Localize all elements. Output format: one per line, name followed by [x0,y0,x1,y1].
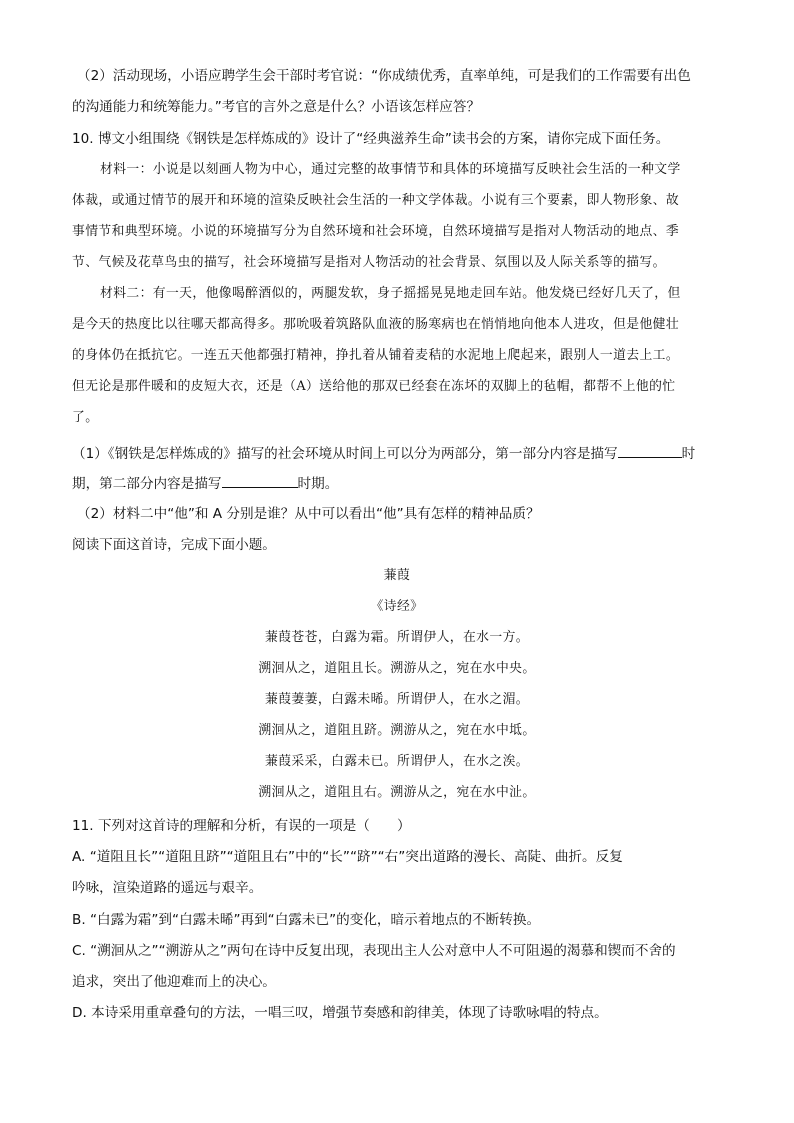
poem-line: 蒹葭萋萋，白露未晞。所谓伊人，在水之湄。 [265,692,529,707]
material2-line: 材料二：有一天，他像喝醉酒似的，两腿发软，身子摇摇晃晃地走回车站。他发烧已经好几天了，但 [100,286,681,301]
material1-line: 事情节和典型环境。小说的环境描写分为自然环境和社会环境，自然环境描写是指对人物活动的地点、季 [72,224,680,239]
q10-intro: 10. 博文小组围绕《钢铁是怎样炼成的》设计了“经典滋养生命”读书会的方案，请你完成下面任务。 [72,131,670,147]
material2-line: 的身体仍在抵抗它。一连五天他都强打精神，挣扎着从铺着麦秸的水泥地上爬起来，跟别人一道去上工。 [72,348,680,363]
material1-line: 材料一：小说是以刻画人物为中心，通过完整的故事情节和具体的环境描写反映社会生活的一种文学 [100,162,681,177]
answer-blank[interactable] [618,443,682,458]
poem-instruction: 阅读下面这首诗，完成下面小题。 [72,537,276,553]
poem-line: 溯洄从之，道阻且跻。溯游从之，宛在水中坻。 [258,723,536,738]
q11-option-a: A. “道阻且长”“道阻且跻”“道阻且右”中的“长”“跻”“右”突出道路的漫长、高陡、曲折。反复 [72,849,623,865]
material2-line: 是今天的热度比以往哪天都高得多。那吮吸着筑路队血液的肠寒病也在悄悄地向他本人进攻，但是他健壮 [72,317,680,332]
q10-sub1-text: 期，第二部分内容是描写 [72,476,222,492]
material2-line: 了。 [72,410,99,425]
q11-option-d: D. 本诗采用重章叠句的方法，一唱三叹，增强节奏感和韵律美，体现了诗歌咏唱的特点。 [72,1005,608,1021]
material2-line: 但无论是那件暖和的皮短大衣，还是（A）送给他的那双已经套在冻坏的双脚上的毡帽，都帮不上他的忙 [72,379,676,394]
q11-option-c-cont: 追求，突出了他迎难而上的决心。 [72,974,276,990]
q11-stem: 11. 下列对这首诗的理解和分析，有误的一项是（ ） [72,818,411,834]
material1-line: 体裁，或通过情节的展开和环境的渲染反映社会生活的一种文学体裁。小说有三个要素，即人物形象、故 [72,193,680,208]
poem-line: 溯洄从之，道阻且右。溯游从之，宛在水中沚。 [258,785,536,800]
q10-sub1-text-end: 时 [681,446,696,462]
poem-line: 蒹葭苍苍，白露为霜。所谓伊人，在水一方。 [265,630,529,645]
q11-option-b: B. “白露为霜”到“白露未晞”再到“白露未已”的变化，暗示着地点的不断转换。 [72,912,541,928]
poem-source: 《诗经》 [370,599,424,614]
q10-sub1-text: （1）《钢铁是怎样炼成的》描写的社会环境从时间上可以分为两部分，第一部分内容是描写 [72,446,618,462]
answer-blank[interactable] [222,473,298,488]
poem-title: 蒹葭 [383,568,411,583]
q10-sub2: （2）材料二中“他”和 A 分别是谁？从中可以看出“他”具有怎样的精神品质？ [77,506,540,522]
poem-line: 蒹葭采采，白露未已。所谓伊人，在水之涘。 [265,754,529,769]
q10-sub1-line1 [72,443,695,464]
q11-option-a-cont: 吟咏，渲染道路的遥远与艰辛。 [72,880,263,896]
q10-sub1-line2 [72,473,338,494]
q9-sub2-line2: 的沟通能力和统筹能力。”考官的言外之意是什么？小语该怎样应答？ [72,99,481,115]
material1-line: 节、气候及花草鸟虫的描写，社会环境描写是指对人物活动的社会背景、氛围以及人际关系等的描写。 [72,255,666,270]
q9-sub2-line1: （2）活动现场，小语应聘学生会干部时考官说：“你成绩优秀，直率单纯，可是我们的工作需要有出色 [77,68,691,84]
q11-option-c: C. “溯洄从之”“溯游从之”两句在诗中反复出现，表现出主人公对意中人不可阻遏的渴慕和锲而不舍的 [72,943,676,959]
q10-sub1-text-end: 时期。 [297,476,339,492]
poem-line: 溯洄从之，道阻且长。溯游从之，宛在水中央。 [258,661,536,676]
